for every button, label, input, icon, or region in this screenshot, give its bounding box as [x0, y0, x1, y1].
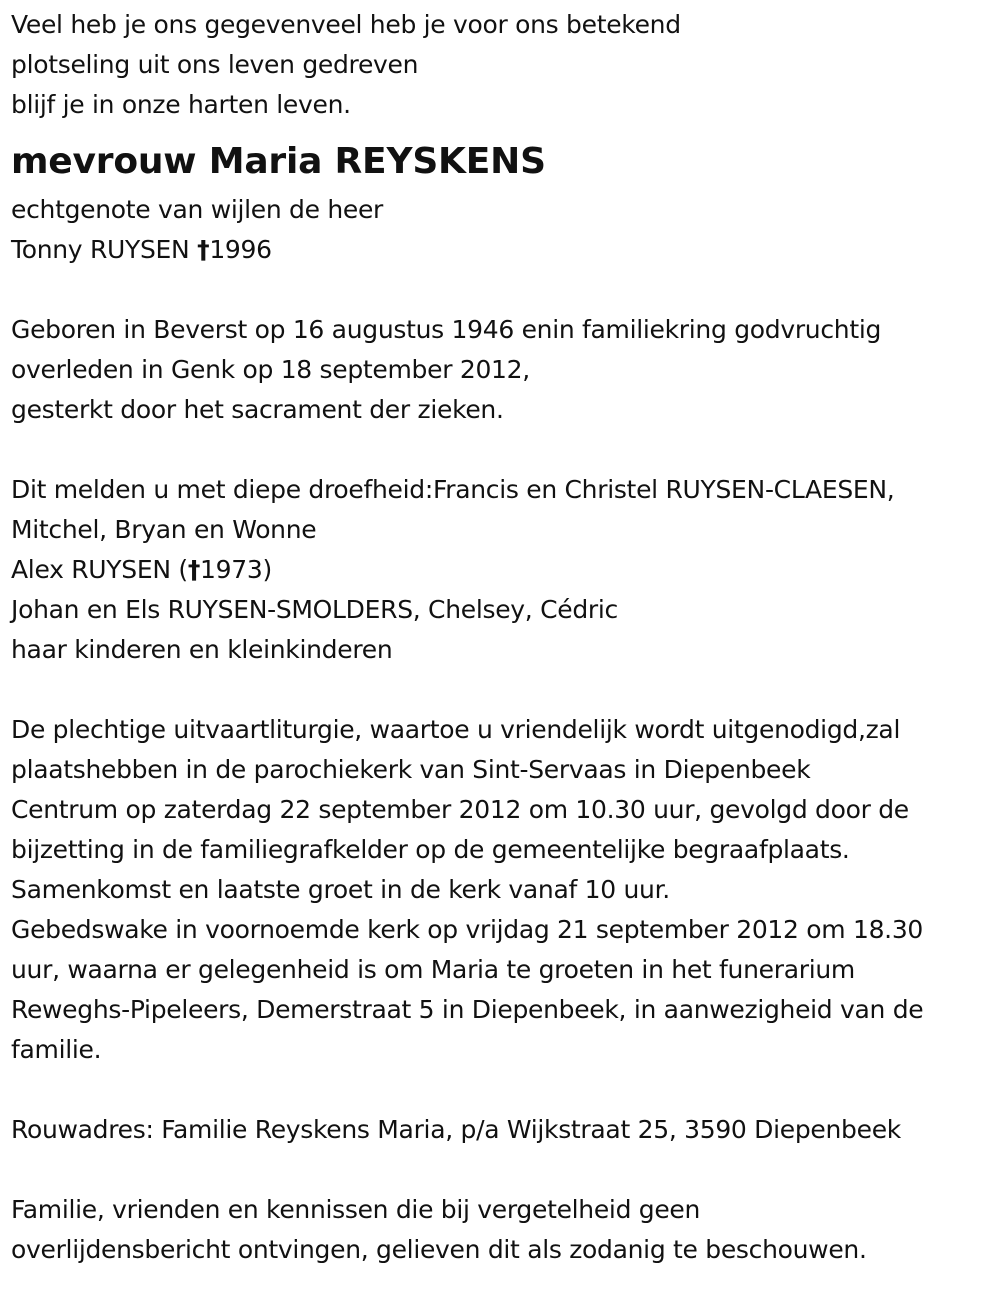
text-line: Familie, vrienden en kennissen die bij vergetelheid geen — [11, 1195, 701, 1224]
poem-line: Veel heb je ons gegevenveel heb je voor ons betekend — [11, 10, 681, 39]
text-line: Mitchel, Bryan en Wonne — [11, 515, 317, 544]
text-line: Samenkomst en laatste groet in de kerk vanaf 10 uur. — [11, 875, 670, 904]
alex-line — [11, 550, 996, 590]
poem — [11, 5, 996, 125]
announcement-section — [11, 470, 996, 670]
poem-line: plotseling uit ons leven gedreven — [11, 50, 419, 79]
text-line: Gebedswake in voornoemde kerk op vrijdag 21 september 2012 om 18.30 — [11, 915, 924, 944]
text-line: bijzetting in de familiegrafkelder op de gemeentelijke begraafplaats. — [11, 835, 850, 864]
text-line: Geboren in Beverst op 16 augustus 1946 enin familiekring godvruchtig — [11, 315, 882, 344]
mourning-address: Rouwadres: Familie Reyskens Maria, p/a Wijkstraat 25, 3590 Diepenbeek — [11, 1115, 901, 1144]
text-line: Reweghs-Pipeleers, Demerstraat 5 in Diepenbeek, in aanwezigheid van de — [11, 995, 924, 1024]
spouse-line: echtgenote van wijlen de heer — [11, 195, 384, 224]
text-line: plaatshebben in de parochiekerk van Sint-Servaas in Diepenbeek — [11, 755, 811, 784]
spouse-info — [11, 190, 996, 270]
spouse-name-line — [11, 230, 996, 270]
ceremony-section — [11, 710, 996, 1070]
deceased-name: mevrouw Maria REYSKENS — [11, 141, 546, 182]
closing-section — [11, 1190, 996, 1270]
text-line: uur, waarna er gelegenheid is om Maria te groeten in het funerarium — [11, 955, 855, 984]
text-line: haar kinderen en kleinkinderen — [11, 635, 393, 664]
text-line: Centrum op zaterdag 22 september 2012 om 10.30 uur, gevolgd door de — [11, 795, 909, 824]
spouse-year: 1996 — [209, 235, 272, 264]
obituary-notice — [11, 5, 996, 1270]
text-line: familie. — [11, 1035, 102, 1064]
poem-line: blijf je in onze harten leven. — [11, 90, 351, 119]
text-line: overlijdensbericht ontvingen, gelieven dit als zodanig te beschouwen. — [11, 1235, 867, 1264]
spouse-name: Tonny RUYSEN — [11, 235, 198, 264]
birth-death-section — [11, 310, 996, 430]
text-line: overleden in Genk op 18 september 2012, — [11, 355, 530, 384]
cross-icon: † — [187, 555, 201, 584]
text-line: gesterkt door het sacrament der zieken. — [11, 395, 504, 424]
text-line: Dit melden u met diepe droefheid:Francis en Christel RUYSEN-CLAESEN, — [11, 475, 895, 504]
cross-icon: † — [197, 235, 210, 264]
alex-name: Alex RUYSEN ( — [11, 555, 188, 584]
text-line: Johan en Els RUYSEN-SMOLDERS, Chelsey, Cédric — [11, 595, 618, 624]
alex-year: 1973) — [200, 555, 272, 584]
text-line: De plechtige uitvaartliturgie, waartoe u vriendelijk wordt uitgenodigd,zal — [11, 715, 901, 744]
